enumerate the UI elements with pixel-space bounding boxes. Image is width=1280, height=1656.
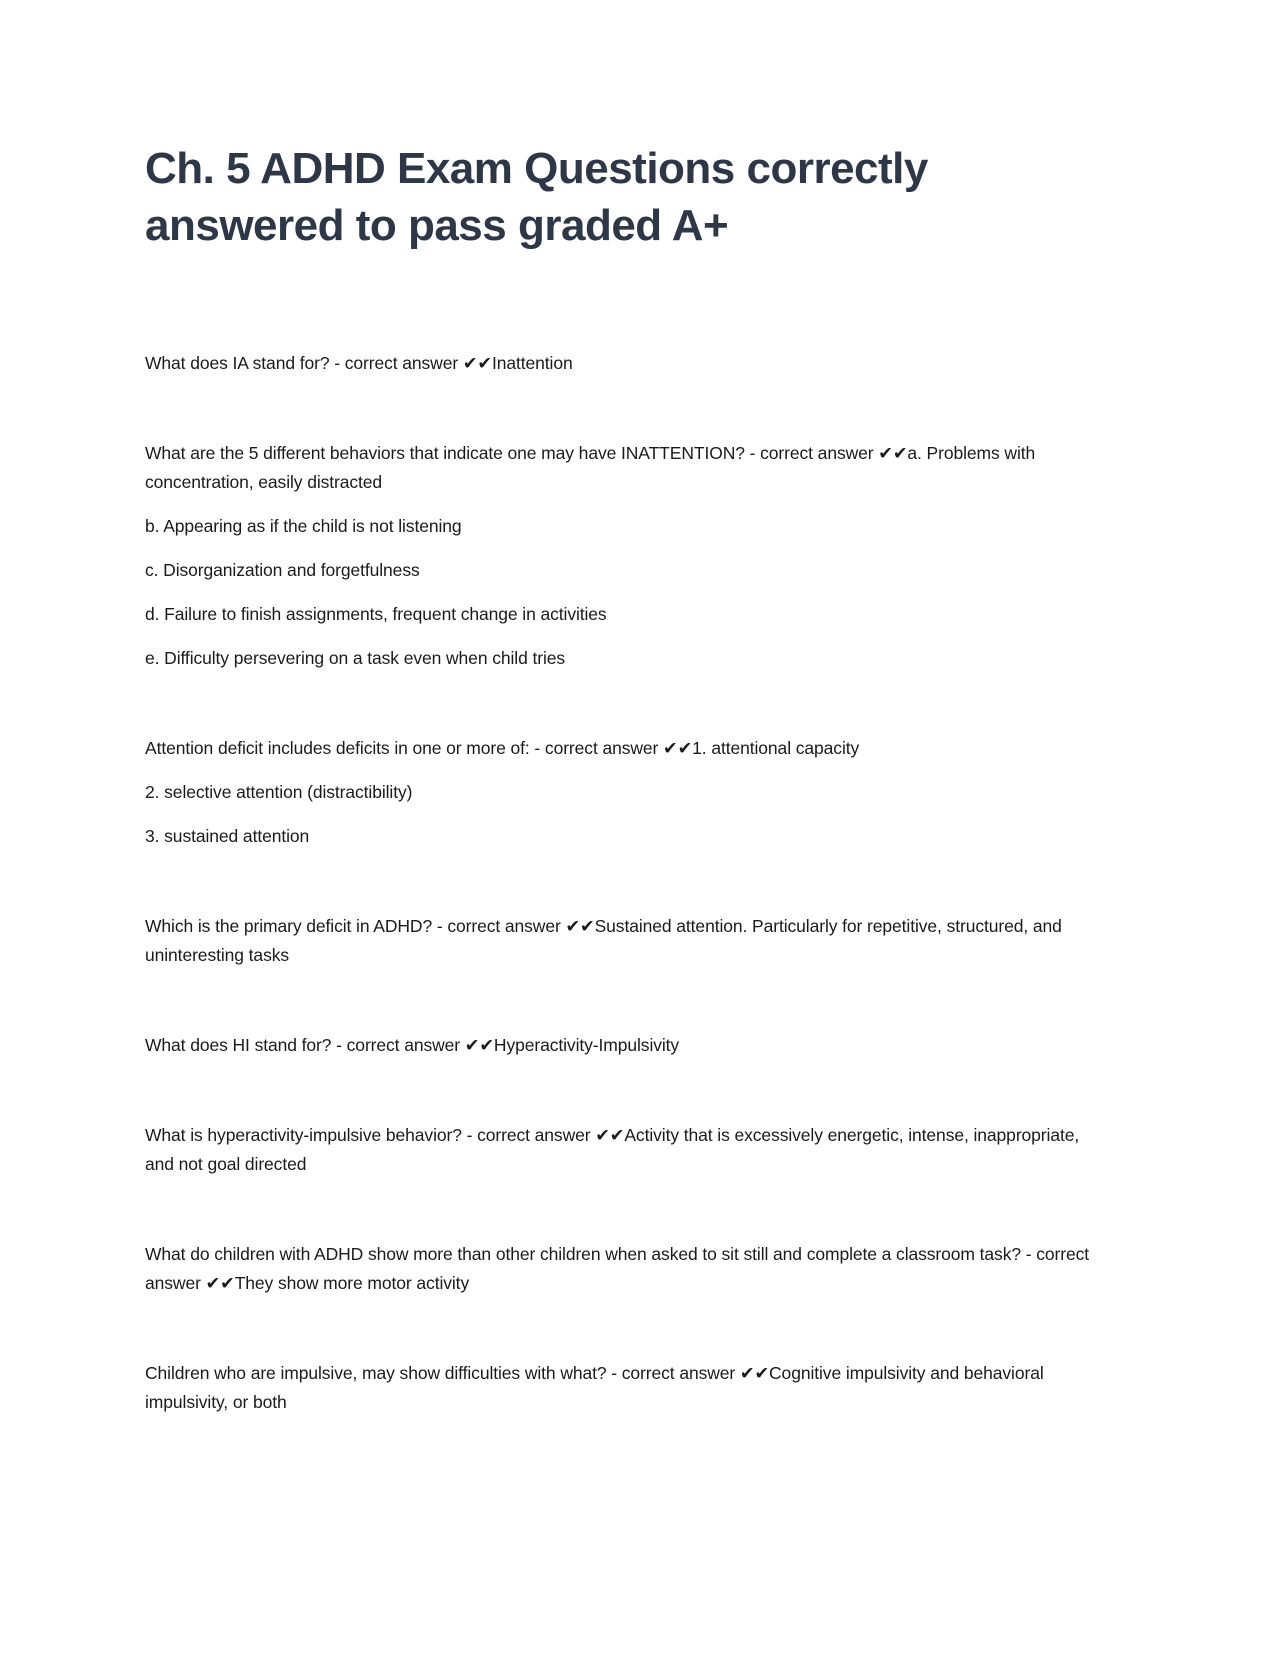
qa-group — [145, 1240, 1095, 1298]
qa-group — [145, 1359, 1095, 1417]
qa-paragraph: What are the 5 different behaviors that indicate one may have INATTENTION? - correct answer ✔✔a. Problems with concentration, easily distracted — [145, 443, 1036, 492]
qa-paragraph: Attention deficit includes deficits in one or more of: - correct answer ✔✔1. attentional capacity — [145, 738, 860, 758]
qa-group — [145, 912, 1095, 970]
qa-paragraph: What does HI stand for? - correct answer ✔✔Hyperactivity-Impulsivity — [145, 1035, 680, 1055]
qa-paragraph: d. Failure to finish assignments, frequent change in activities — [145, 604, 607, 624]
qa-group — [145, 1121, 1095, 1179]
qa-group — [145, 349, 1095, 378]
document-title: Ch. 5 ADHD Exam Questions correctly answered to pass graded A+ — [145, 144, 928, 250]
qa-paragraph: 2. selective attention (distractibility) — [145, 782, 413, 802]
qa-paragraph: What do children with ADHD show more than other children when asked to sit still and complete a classroom task? - correct answer ✔✔They show more motor activity — [145, 1244, 1090, 1293]
qa-paragraph: What is hyperactivity-impulsive behavior? - correct answer ✔✔Activity that is excessively energetic, intense, inappropriate, and not goal directed — [145, 1125, 1080, 1174]
qa-group — [145, 439, 1095, 673]
qa-paragraph: Children who are impulsive, may show difficulties with what? - correct answer ✔✔Cognitive impulsivity and behavioral impulsivity, or both — [145, 1363, 1044, 1412]
qa-group — [145, 1031, 1095, 1060]
qa-paragraph: e. Difficulty persevering on a task even when child tries — [145, 648, 566, 668]
qa-paragraph: c. Disorganization and forgetfulness — [145, 560, 420, 580]
qa-paragraph: Which is the primary deficit in ADHD? - correct answer ✔✔Sustained attention. Particularly for repetitive, structured, and uninteresting tasks — [145, 916, 1062, 965]
qa-paragraph: b. Appearing as if the child is not listening — [145, 516, 462, 536]
qa-group — [145, 734, 1095, 851]
qa-paragraph: What does IA stand for? - correct answer ✔✔Inattention — [145, 353, 573, 373]
qa-paragraph: 3. sustained attention — [145, 826, 310, 846]
